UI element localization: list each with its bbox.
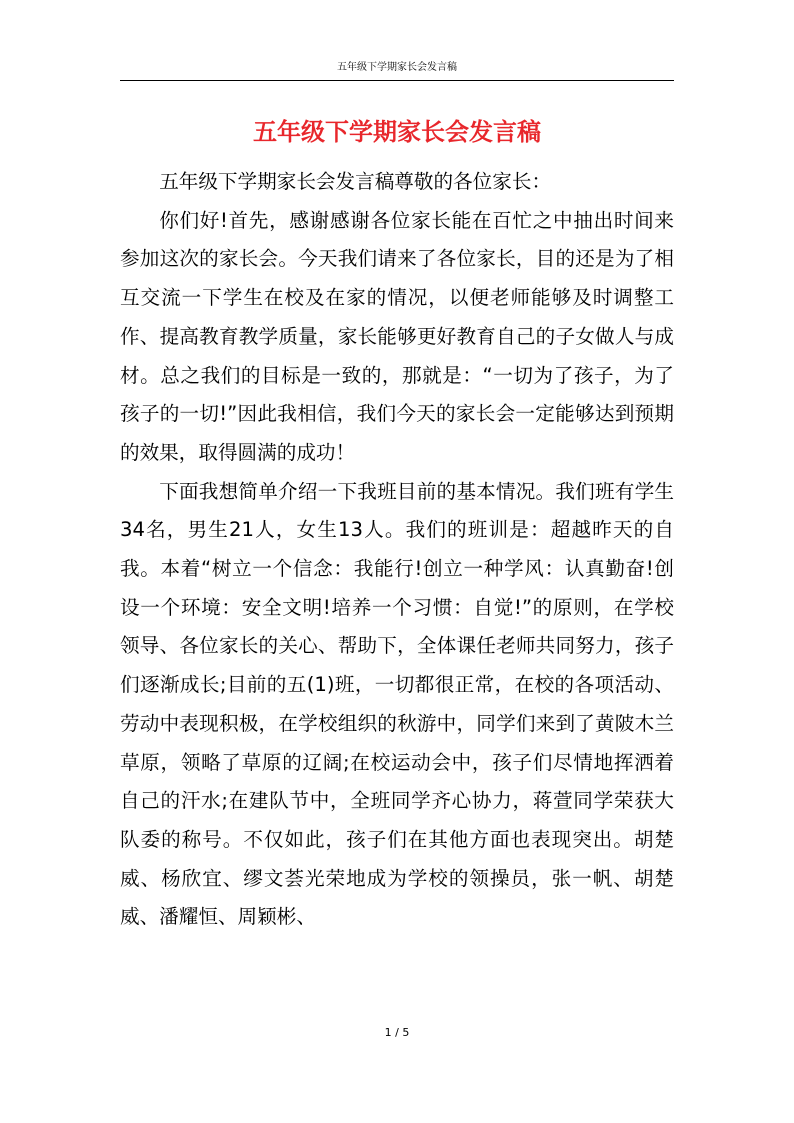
header-divider [120, 80, 674, 81]
salutation-paragraph: 五年级下学期家长会发言稿尊敬的各位家长： [159, 170, 552, 193]
class-situation-paragraph: 下面我想简单介绍一下我班目前的基本情况。我们班有学生34名，男生21人，女生13人。我们的班训是：超越昨天的自我。本着“树立一个信念：我能行!创立一种学风：认真勤奋!创设一个环境：安全文明!培养一个习惯：自觉!”的原则，在学校领导、各位家长的关心、帮助下，全体课任老师共同努力，孩子们逐渐成长;目前的五(1)班，一切都很正常，在校的各项活动、劳动中表现积极，在学校组织的秋游中，同学们来到了黄陂木兰草原，领略了草原的辽阔;在校运动会中，孩子们尽情地挥洒着自己的汗水;在建队节中，全班同学齐心协力，蒋萱同学荣获大队委的称号。不仅如此，孩子们在其他方面也表现突出。胡楚威、杨欣宜、缪文荟光荣地成为学校的领操员，张一帆、胡楚威、潘耀恒、周颖彬、 [120, 479, 674, 929]
opening-paragraph: 你们好!首先，感谢感谢各位家长能在百忙之中抽出时间来参加这次的家长会。今天我们请来了各位家长，目的还是为了相互交流一下学生在校及在家的情况，以便老师能够及时调整工作、提高教育教学质量，家长能够更好教育自己的子女做人与成材。总之我们的目标是一致的，那就是：“一切为了孩子，为了孩子的一切!”因此我相信，我们今天的家长会一定能够达到预期的效果，取得圆满的成功！ [120, 208, 674, 464]
document-body [120, 163, 674, 993]
document-title: 五年级下学期家长会发言稿 [253, 118, 541, 146]
page-number: 1 / 5 [384, 1026, 410, 1039]
running-header: 五年级下学期家长会发言稿 [337, 62, 457, 73]
